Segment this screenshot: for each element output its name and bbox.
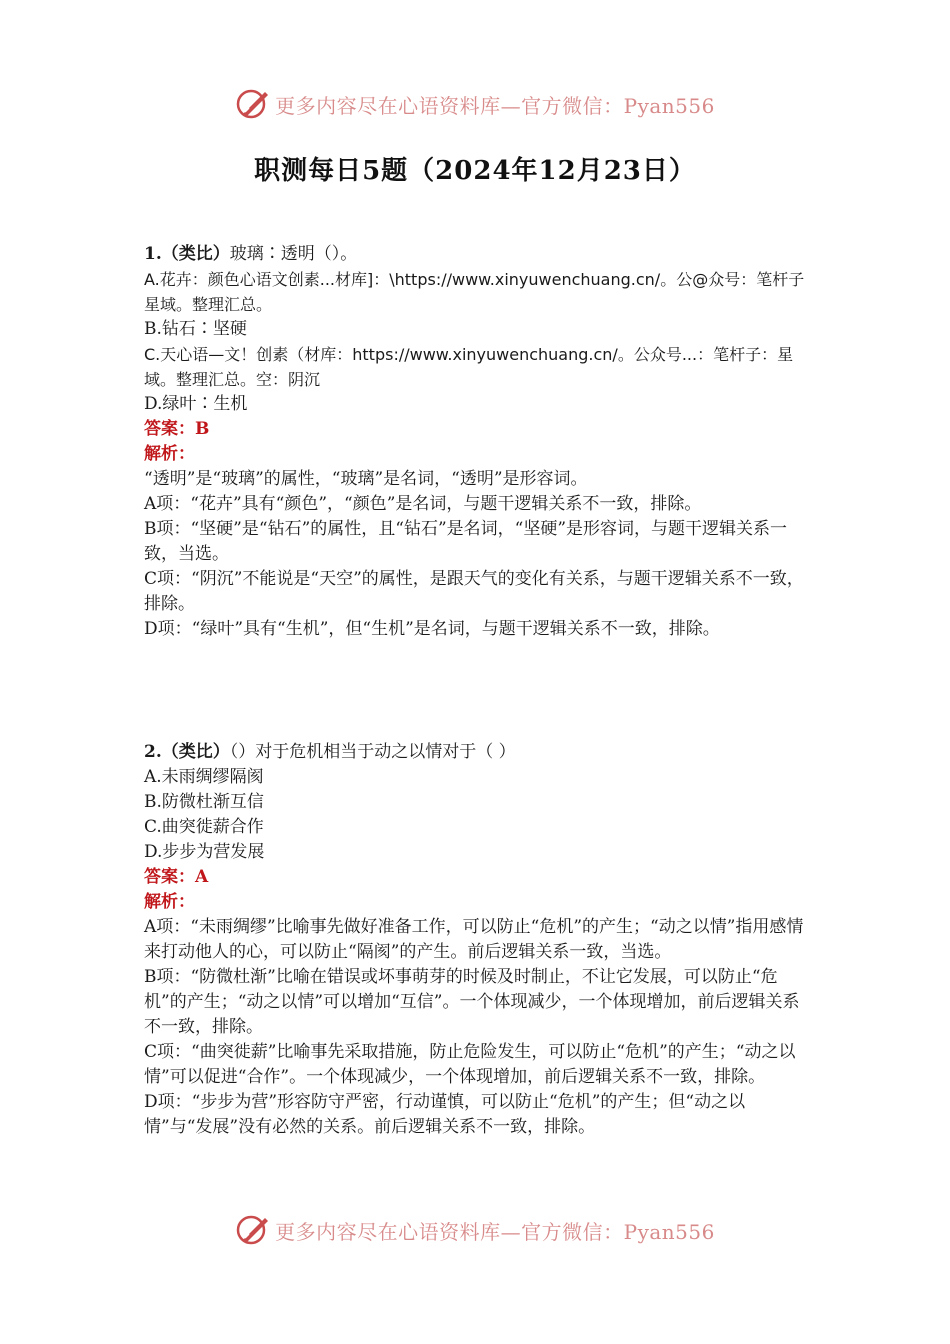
analysis-paragraph: “透明”是“玻璃”的属性，“玻璃”是名词，“透明”是形容词。	[144, 469, 588, 489]
question-stem	[144, 740, 808, 765]
option-b: B.钻石∶坚硬	[144, 319, 247, 339]
analysis-label: 解析：	[144, 892, 195, 912]
answer-label: 答案：A	[144, 867, 209, 887]
question-2	[144, 740, 808, 1140]
option-d: D.步步为营发展	[144, 842, 265, 862]
analysis-paragraph: B项：“防微杜渐”比喻在错误或坏事萌芽的时候及时制止，不让它发展，可以防止“危机”的产生；“动之以情”可以增加“互信”。一个体现减少，一个体现增加，前后逻辑关系不一致，排除。	[144, 967, 800, 1037]
analysis-label: 解析：	[144, 444, 195, 464]
question-number: 1.	[144, 244, 162, 264]
option-a: A.花卉：颜色心语文创素...材库]：\https://www.xinyuwenchuang.cn/。公@众号：笔杆子星域。整理汇总。	[144, 270, 805, 314]
answer-label: 答案：B	[144, 419, 210, 439]
analysis-paragraph: D项：“绿叶”具有“生机”，但“生机”是名词，与题干逻辑关系不一致，排除。	[144, 619, 720, 639]
question-number: 2.	[144, 742, 162, 762]
analysis-paragraph: B项：“坚硬”是“钻石”的属性，且“钻石”是名词，“坚硬”是形容词，与题干逻辑关系一致，当选。	[144, 519, 788, 564]
question-stem	[144, 242, 808, 267]
option-d: D.绿叶∶生机	[144, 394, 248, 414]
question-1	[144, 242, 808, 642]
banner-text: 更多内容尽在心语资料库—官方微信：Pyan556	[275, 93, 715, 118]
quill-pen-logo-icon	[235, 1212, 271, 1248]
option-b: B.防微杜渐互信	[144, 792, 264, 812]
question-text: （）对于危机相当于动之以情对于（ ）	[229, 742, 516, 762]
banner-text: 更多内容尽在心语资料库—官方微信：Pyan556	[275, 1219, 715, 1244]
page-title: 职测每日5题（2024年12月23日）	[254, 156, 696, 186]
question-type: （类比）	[161, 244, 230, 264]
analysis-paragraph: C项：“阴沉”不能说是“天空”的属性，是跟天气的变化有关系，与题干逻辑关系不一致，排除。	[144, 569, 804, 614]
analysis-paragraph: C项：“曲突徙薪”比喻事先采取措施，防止危险发生，可以防止“危机”的产生；“动之以情”可以促进“合作”。一个体现减少，一个体现增加，前后逻辑关系不一致，排除。	[144, 1042, 796, 1087]
quill-pen-logo-icon	[235, 86, 271, 122]
option-c: C.曲突徙薪合作	[144, 817, 264, 837]
question-type: （类比）	[161, 742, 230, 762]
header-banner	[0, 84, 950, 124]
question-text: 玻璃∶透明（）。	[229, 244, 358, 264]
analysis-paragraph: D项：“步步为营”形容防守严密，行动谨慎，可以防止“危机”的产生；但“动之以情”与“发展”没有必然的关系。前后逻辑关系不一致，排除。	[144, 1092, 746, 1137]
option-a: A.未雨绸缪隔阂	[144, 767, 264, 787]
analysis-paragraph: A项：“未雨绸缪”比喻事先做好准备工作，可以防止“危机”的产生；“动之以情”指用感情来打动他人的心，可以防止“隔阂”的产生。前后逻辑关系一致，当选。	[144, 917, 804, 962]
option-c: C.天心语—文！创素（材库：https://www.xinyuwenchuang.cn/。公众号...：笔杆子：星域。整理汇总。空：阴沉	[144, 345, 794, 389]
footer-banner	[0, 1210, 950, 1250]
analysis-paragraph: A项：“花卉”具有“颜色”，“颜色”是名词，与题干逻辑关系不一致，排除。	[144, 494, 702, 514]
